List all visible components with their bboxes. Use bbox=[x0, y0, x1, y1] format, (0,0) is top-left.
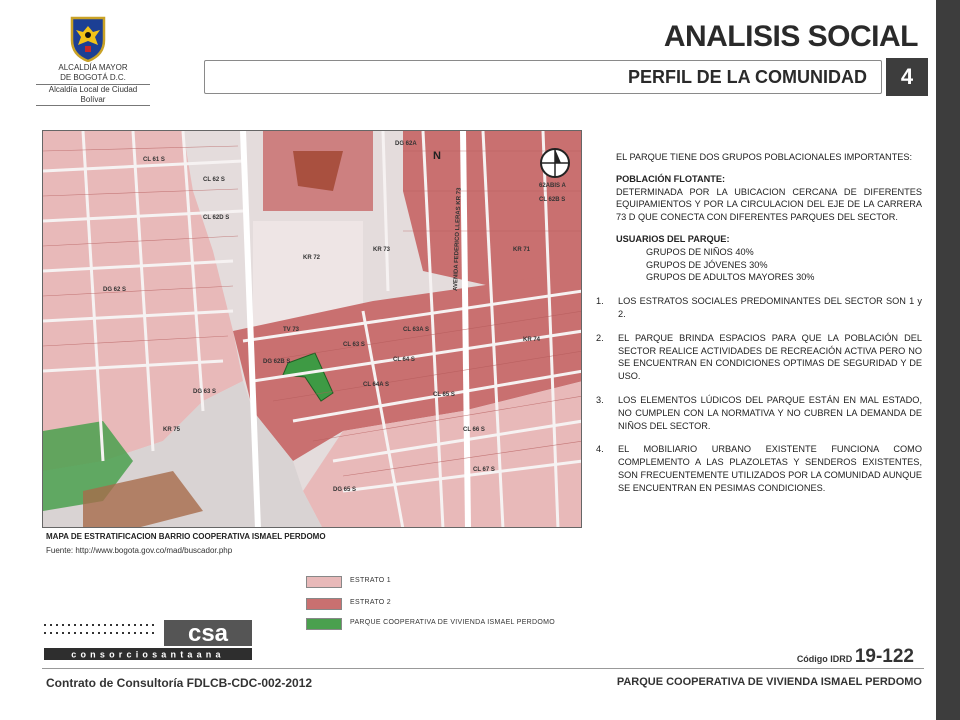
street-label: DG 62A bbox=[395, 141, 417, 147]
street-label: KR 73 bbox=[373, 247, 391, 253]
legend-label: PARQUE COOPERATIVA DE VIVIENDA ISMAEL PERDOMO bbox=[350, 619, 556, 626]
park-users-list bbox=[596, 246, 922, 284]
finding-text: EL MOBILIARIO URBANO EXISTENTE FUNCIONA COMO COMPLEMENTO A LAS PLAZOLETAS Y SENDEROS EXISTENTES, SON FRECUENTEMENTE UTILIZADOS POR LA COMUNIDAD AUNQUE SE ENCUENTRAN EN PESIMAS CONDICIONES. bbox=[618, 444, 922, 493]
stratification-map bbox=[42, 130, 582, 528]
finding-number: 4. bbox=[596, 444, 604, 455]
bogota-coat-of-arms-icon bbox=[68, 16, 108, 62]
street-label: CL 66 S bbox=[463, 427, 485, 433]
community-profile-text bbox=[596, 151, 922, 495]
street-label: KR 75 bbox=[163, 427, 181, 433]
subtitle-box bbox=[204, 60, 882, 94]
list-item: GRUPOS DE NIÑOS 40% bbox=[646, 246, 754, 257]
street-label: DG 62B S bbox=[263, 359, 291, 365]
contract-number: Contrato de Consultoría FDLCB-CDC-002-2012 bbox=[46, 676, 313, 690]
street-label: 62ABIS A bbox=[539, 183, 566, 189]
map-graphic bbox=[43, 131, 582, 528]
street-label: DG 62 S bbox=[103, 287, 127, 293]
list-item: GRUPOS DE ADULTOS MAYORES 30% bbox=[646, 272, 815, 283]
finding-2 bbox=[596, 332, 922, 383]
finding-number: 1. bbox=[596, 296, 604, 307]
finding-text: LOS ELEMENTOS LÚDICOS DEL PARQUE ESTÁN EN MAL ESTADO, NO CUMPLEN CON LA NORMATIVA Y NO CUBREN LA DEMANDA DE NIÑOS DEL SECTOR. bbox=[618, 394, 922, 431]
legend-swatch bbox=[306, 618, 342, 630]
finding-1 bbox=[596, 295, 922, 321]
section-subtitle: PERFIL DE LA COMUNIDAD bbox=[627, 67, 867, 87]
street-label: KR 74 bbox=[523, 337, 541, 343]
compass-icon bbox=[541, 149, 569, 177]
finding-text: EL PARQUE BRINDA ESPACIOS PARA QUE LA POBLACIÓN DEL SECTOR REALICE ACTIVIDADES DE RECREACIÓN ACTIVA PERO NO SE ENCUENTRAN EN CONDICIONES OPTIMAS DE SEGURIDAD Y DE USO. bbox=[618, 332, 922, 382]
street-label: TV 73 bbox=[283, 327, 300, 333]
finding-number: 2. bbox=[596, 332, 604, 343]
street-label: CL 65 S bbox=[433, 392, 455, 398]
legend-swatch bbox=[306, 576, 342, 588]
legend-label: ESTRATO 2 bbox=[350, 599, 391, 606]
map-source: Fuente: http://www.bogota.gov.co/mad/buscador.php bbox=[46, 546, 233, 555]
agency-subtitle: Alcaldía Local de Ciudad Bolívar bbox=[36, 84, 150, 106]
footer-divider bbox=[42, 668, 924, 669]
agency-name bbox=[36, 63, 150, 106]
right-sidebar-bar bbox=[936, 0, 960, 720]
csa-logo bbox=[44, 620, 252, 660]
list-item: GRUPOS DE JÓVENES 30% bbox=[646, 259, 768, 270]
agency-line-1: ALCALDÍA MAYOR bbox=[58, 63, 128, 72]
page-number-badge: 4 bbox=[886, 58, 928, 96]
street-label: CL 61 S bbox=[143, 157, 165, 163]
street-label: CL 64A S bbox=[363, 382, 390, 388]
street-label: DG 63 S bbox=[193, 389, 217, 395]
park-users-title-text: USUARIOS DEL PARQUE bbox=[616, 233, 727, 244]
agency-line-2: DE BOGOTÁ D.C. bbox=[60, 73, 126, 82]
street-label: CL 67 S bbox=[473, 467, 495, 473]
finding-4 bbox=[596, 443, 922, 494]
park-users-title: USUARIOS DEL PARQUE: bbox=[616, 233, 730, 244]
page-title: ANALISIS SOCIAL bbox=[663, 20, 918, 53]
legend-label: ESTRATO 1 bbox=[350, 577, 391, 584]
idrd-code bbox=[797, 646, 914, 668]
finding-3 bbox=[596, 394, 922, 432]
street-label: CL 63 S bbox=[343, 342, 365, 348]
street-label: CL 64 S bbox=[393, 357, 415, 363]
logo-text: csa bbox=[187, 620, 229, 647]
finding-text: LOS ESTRATOS SOCIALES PREDOMINANTES DEL SECTOR SON 1 y 2. bbox=[618, 296, 922, 319]
street-label: CL 62B S bbox=[539, 197, 566, 203]
street-label: AVENIDA FEDERICO LLERAS KR 73 bbox=[453, 187, 463, 292]
street-label: CL 62 S bbox=[203, 177, 225, 183]
idrd-code-label: Código IDRD bbox=[796, 654, 853, 664]
idrd-code-value: 19-122 bbox=[854, 646, 914, 667]
floating-population-title-text: POBLACIÓN FLOTANTE bbox=[616, 173, 722, 184]
street-label: KR 71 bbox=[513, 247, 531, 253]
intro-paragraph: EL PARQUE TIENE DOS GRUPOS POBLACIONALES IMPORTANTES: bbox=[616, 152, 913, 162]
finding-number: 3. bbox=[596, 394, 604, 405]
street-label: KR 72 bbox=[303, 255, 321, 261]
north-label: N bbox=[433, 150, 441, 162]
street-label: DG 65 S bbox=[333, 487, 357, 493]
street-label: CL 62D S bbox=[203, 215, 230, 221]
floating-population-body: DETERMINADA POR LA UBICACION CERCANA DE DIFERENTES EQUIPAMIENTOS Y POR LA CIRCULACION DEL EJE DE LA CARRERA 73 D QUE CONECTA CON DIFERENTES PARQUES DEL SECTOR. bbox=[616, 186, 922, 223]
street-label: CL 63A S bbox=[403, 327, 430, 333]
logo-subtext: consorciosantaana bbox=[71, 649, 225, 660]
project-name: PARQUE COOPERATIVA DE VIVIENDA ISMAEL PERDOMO bbox=[616, 676, 922, 688]
legend-swatch bbox=[306, 598, 342, 610]
map-caption: MAPA DE ESTRATIFICACION BARRIO COOPERATIVA ISMAEL PERDOMO bbox=[46, 532, 326, 541]
floating-population-title: POBLACIÓN FLOTANTE: bbox=[616, 173, 726, 184]
